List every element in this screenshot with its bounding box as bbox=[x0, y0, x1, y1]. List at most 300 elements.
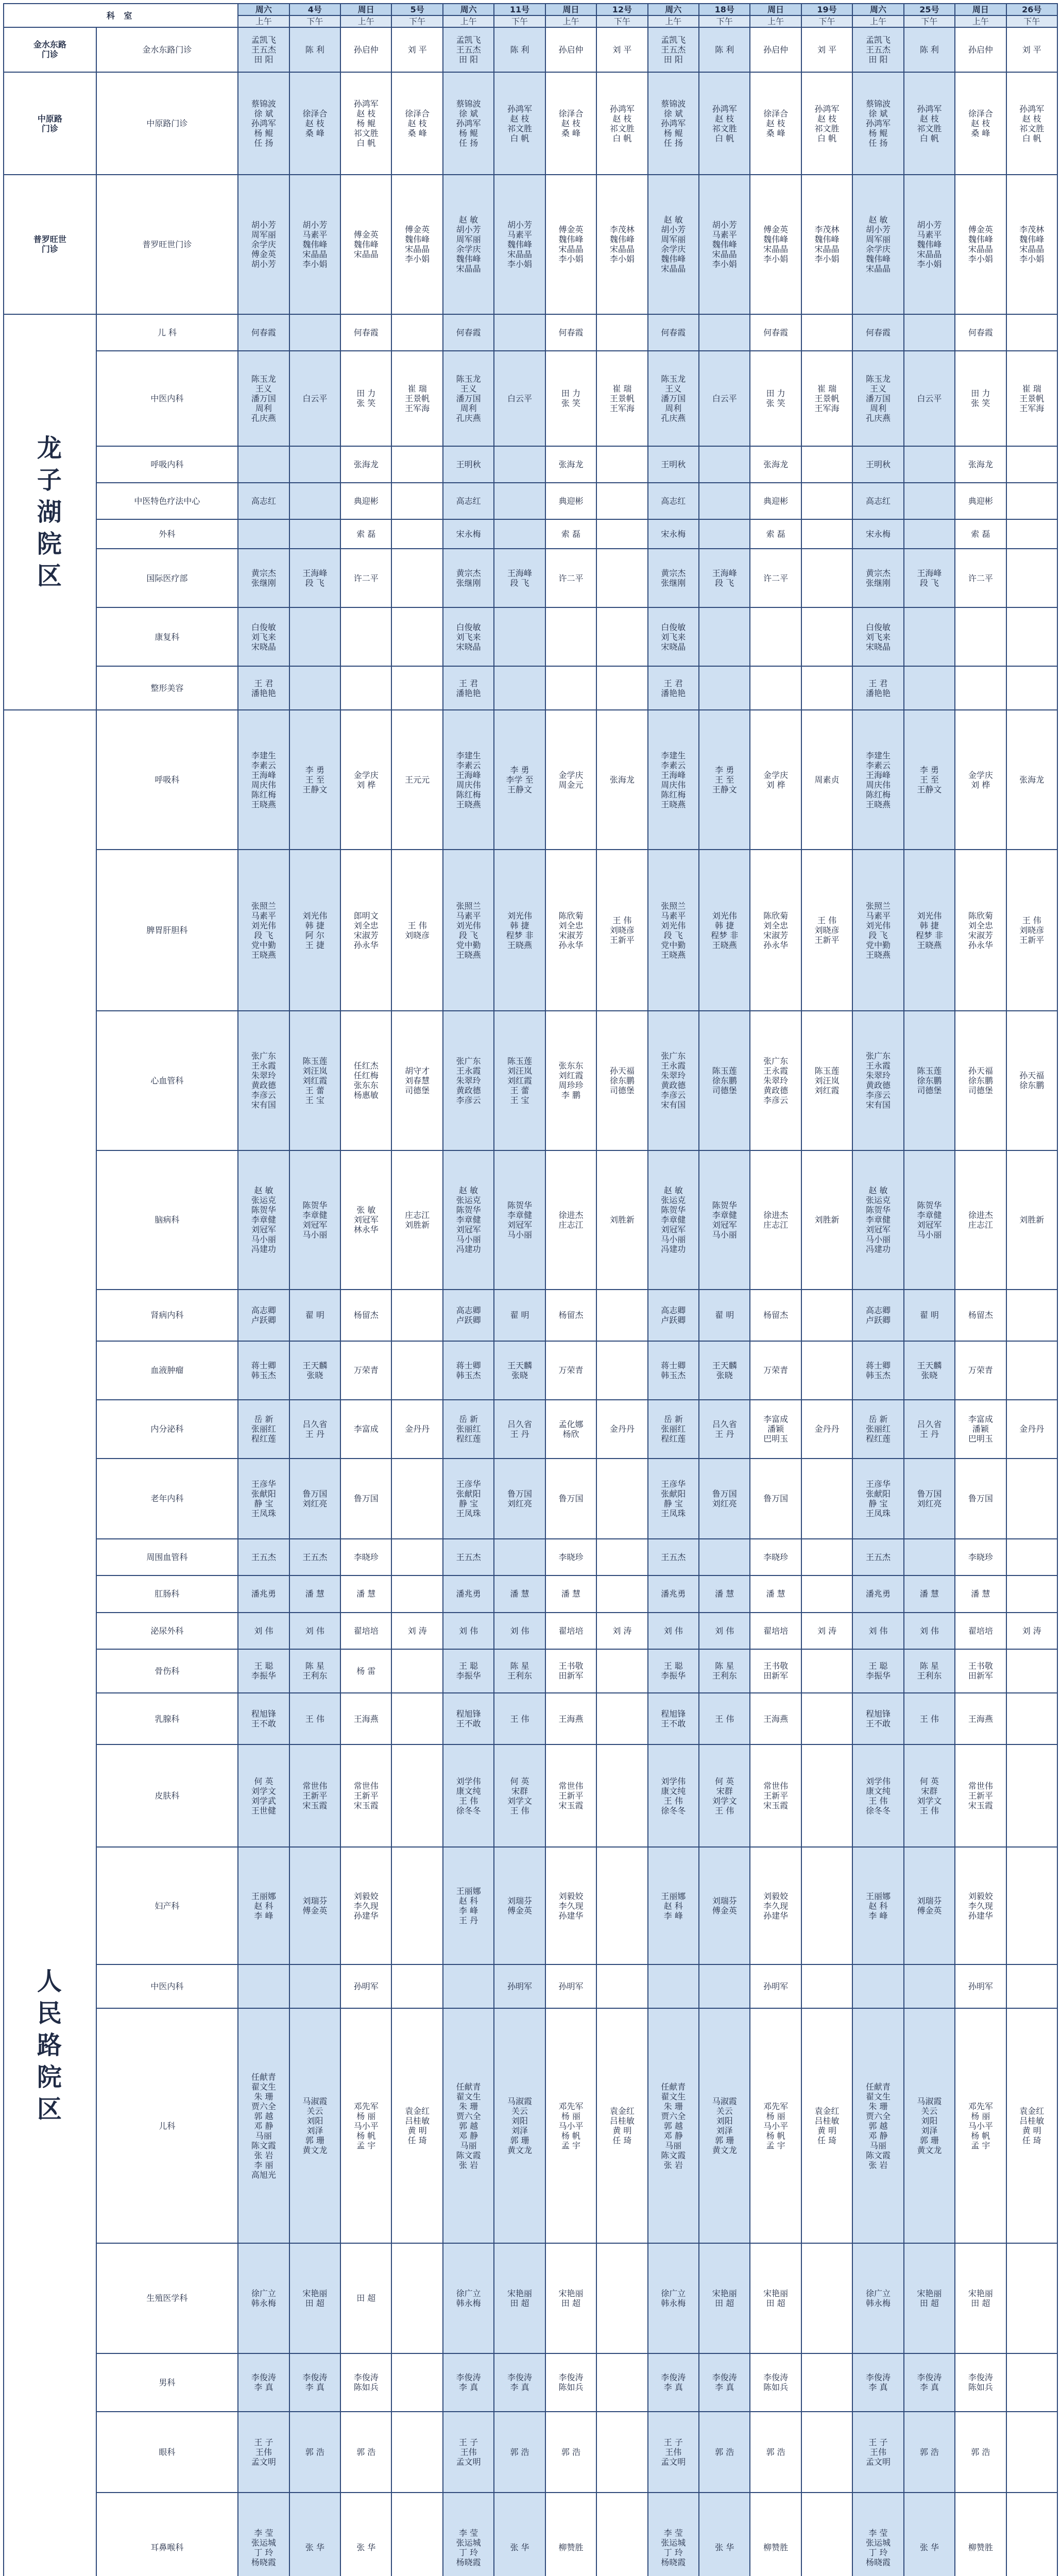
doctor-slot-cell bbox=[699, 519, 750, 549]
doctor-slot-cell bbox=[1006, 483, 1057, 519]
doctor-slot-cell: 李俊涛 陈如兵 bbox=[545, 2353, 596, 2412]
doctor-slot-cell: 张海龙 bbox=[340, 446, 391, 483]
doctor-slot-cell: 王 伟 刘晓彦 bbox=[391, 850, 442, 1011]
doctor-slot-cell bbox=[1006, 1290, 1057, 1341]
doctor-slot-cell: 胡小芳 周军丽 余学庆 傅金英 胡小芳 bbox=[238, 175, 289, 314]
doctor-slot-cell: 高志卿 卢跃卿 bbox=[852, 1290, 903, 1341]
doctor-slot-cell bbox=[1006, 1341, 1057, 1400]
header-morning: 上午 bbox=[648, 15, 699, 27]
doctor-slot-cell: 邓先军 杨 丽 马小平 杨 帆 孟 宇 bbox=[545, 2008, 596, 2243]
doctor-slot-cell: 刘瑞芬 傅金英 bbox=[904, 1847, 955, 1964]
doctor-slot-cell bbox=[391, 1575, 442, 1612]
doctor-slot-cell bbox=[1006, 314, 1057, 351]
department-label: 眼科 bbox=[96, 2412, 238, 2493]
doctor-slot-cell: 王海峰 段 飞 bbox=[699, 549, 750, 607]
doctor-slot-cell: 徐广立 韩永梅 bbox=[852, 2243, 903, 2353]
doctor-slot-cell: 刘毅姣 李久现 孙建华 bbox=[340, 1847, 391, 1964]
doctor-slot-cell: 刘光伟 韩 捷 程梦 非 王晓燕 bbox=[494, 850, 545, 1011]
doctor-slot-cell bbox=[391, 1847, 442, 1964]
header-date: 5号 bbox=[391, 4, 442, 15]
doctor-slot-cell: 徐广立 韩永梅 bbox=[443, 2243, 494, 2353]
doctor-slot-cell: 王海峰 段 飞 bbox=[494, 549, 545, 607]
doctor-slot-cell: 刘 平 bbox=[391, 27, 442, 72]
doctor-slot-cell bbox=[750, 666, 801, 710]
table-row bbox=[4, 483, 1057, 519]
doctor-slot-cell bbox=[596, 1964, 647, 2008]
doctor-slot-cell: 黄宗杰 张继刚 bbox=[852, 549, 903, 607]
doctor-slot-cell: 庄志江 刘胜新 bbox=[391, 1150, 442, 1290]
table-row bbox=[4, 27, 1057, 72]
doctor-slot-cell: 潘兆勇 bbox=[443, 1575, 494, 1612]
doctor-slot-cell: 白俊敏 刘飞来 宋晓晶 bbox=[238, 607, 289, 666]
doctor-slot-cell: 徐进杰 庄志江 bbox=[955, 1150, 1006, 1290]
header-morning: 上午 bbox=[238, 15, 289, 27]
header-days-row bbox=[4, 4, 1057, 15]
doctor-slot-cell bbox=[1006, 1964, 1057, 2008]
doctor-slot-cell bbox=[340, 666, 391, 710]
doctor-slot-cell: 潘 慧 bbox=[289, 1575, 340, 1612]
doctor-slot-cell: 鲁万国 刘红亮 bbox=[494, 1459, 545, 1539]
doctor-slot-cell: 王 伟 刘晓彦 王新平 bbox=[801, 850, 852, 1011]
doctor-slot-cell: 刘毅姣 李久现 孙建华 bbox=[545, 1847, 596, 1964]
department-label: 普罗旺世门诊 bbox=[96, 175, 238, 314]
doctor-slot-cell bbox=[596, 1744, 647, 1847]
doctor-slot-cell: 刘光伟 韩 捷 程梦 非 王晓燕 bbox=[904, 850, 955, 1011]
doctor-slot-cell: 陈 星 王利东 bbox=[494, 1649, 545, 1693]
doctor-slot-cell: 蔡锦波 徐 斌 孙鸿军 杨 鲲 任 扬 bbox=[648, 72, 699, 175]
doctor-slot-cell: 何 英 宋群 刘学文 王 伟 bbox=[904, 1744, 955, 1847]
doctor-slot-cell: 柳赞胜 bbox=[750, 2493, 801, 2576]
doctor-slot-cell: 陈玉龙 王义 潘万国 周利 孔庆燕 bbox=[443, 351, 494, 446]
doctor-slot-cell bbox=[391, 2243, 442, 2353]
doctor-slot-cell: 王 君 潘艳艳 bbox=[443, 666, 494, 710]
doctor-slot-cell: 高志卿 卢跃卿 bbox=[648, 1290, 699, 1341]
doctor-slot-cell: 蒋士卿 韩玉杰 bbox=[443, 1341, 494, 1400]
doctor-slot-cell: 常世伟 王新平 宋玉霞 bbox=[955, 1744, 1006, 1847]
doctor-slot-cell: 孙鸿军 赵 枝 祁文胜 白 帆 bbox=[596, 72, 647, 175]
doctor-slot-cell: 孙明军 bbox=[750, 1964, 801, 2008]
doctor-slot-cell bbox=[801, 549, 852, 607]
doctor-slot-cell: 张照兰 马素平 刘光伟 段 飞 党中勤 王晓燕 bbox=[648, 850, 699, 1011]
header-date: 4号 bbox=[289, 4, 340, 15]
doctor-slot-cell: 柳赞胜 bbox=[955, 2493, 1006, 2576]
doctor-slot-cell: 徐泽合 赵 枝 桑 峰 bbox=[955, 72, 1006, 175]
doctor-slot-cell: 张广东 王永霞 朱翠玲 黄政德 李彦云 宋有国 bbox=[648, 1011, 699, 1150]
doctor-slot-cell bbox=[1006, 2493, 1057, 2576]
doctor-slot-cell bbox=[801, 1693, 852, 1744]
doctor-slot-cell: 程旭锋 王不敢 bbox=[852, 1693, 903, 1744]
doctor-slot-cell bbox=[699, 607, 750, 666]
doctor-slot-cell: 张东东 刘红霞 周珍珍 李 鹏 bbox=[545, 1011, 596, 1150]
doctor-slot-cell bbox=[596, 1539, 647, 1575]
doctor-slot-cell: 张广东 王永霞 朱翠玲 黄政德 李彦云 bbox=[443, 1011, 494, 1150]
doctor-slot-cell: 杨留杰 bbox=[545, 1290, 596, 1341]
doctor-slot-cell bbox=[801, 607, 852, 666]
doctor-slot-cell bbox=[750, 607, 801, 666]
doctor-slot-cell: 王 子 王伟 孟文明 bbox=[648, 2412, 699, 2493]
header-weekday: 周日 bbox=[955, 4, 1006, 15]
doctor-slot-cell bbox=[596, 446, 647, 483]
doctor-slot-cell bbox=[1006, 1459, 1057, 1539]
doctor-slot-cell bbox=[801, 1964, 852, 2008]
doctor-slot-cell: 蔡锦波 徐 斌 孙鸿军 杨 鲲 任 扬 bbox=[238, 72, 289, 175]
doctor-slot-cell bbox=[494, 607, 545, 666]
doctor-slot-cell: 王海燕 bbox=[750, 1693, 801, 1744]
campus-label: 普罗旺世 门诊 bbox=[4, 175, 96, 314]
doctor-slot-cell: 任献青 翟文生 朱 珊 贾六全 郭 越 邓 静 马丽 陈文霞 张 岩 bbox=[852, 2008, 903, 2243]
doctor-slot-cell: 吕久省 王 丹 bbox=[494, 1400, 545, 1459]
header-afternoon: 下午 bbox=[801, 15, 852, 27]
doctor-slot-cell: 赵 敏 胡小芳 周军丽 余学庆 魏伟峰 宋晶晶 bbox=[443, 175, 494, 314]
doctor-slot-cell bbox=[391, 2412, 442, 2493]
doctor-slot-cell: 高志红 bbox=[852, 483, 903, 519]
doctor-slot-cell: 陈贺华 李章健 刘冠军 马小丽 bbox=[289, 1150, 340, 1290]
doctor-slot-cell: 白俊敏 刘飞来 宋晓晶 bbox=[648, 607, 699, 666]
doctor-slot-cell: 崔 瑞 王景帆 王军海 bbox=[596, 351, 647, 446]
doctor-slot-cell: 赵 敏 胡小芳 周军丽 余学庆 魏伟峰 宋晶晶 bbox=[648, 175, 699, 314]
doctor-slot-cell bbox=[238, 519, 289, 549]
doctor-slot-cell: 马淑霞 关云 刘阳 刘泽 郭 珊 黄文龙 bbox=[289, 2008, 340, 2243]
header-morning: 上午 bbox=[340, 15, 391, 27]
header-weekday: 周日 bbox=[750, 4, 801, 15]
doctor-slot-cell: 赵 敏 胡小芳 周军丽 余学庆 魏伟峰 宋晶晶 bbox=[852, 175, 903, 314]
doctor-slot-cell: 李俊涛 李 真 bbox=[852, 2353, 903, 2412]
doctor-slot-cell: 王 君 潘艳艳 bbox=[648, 666, 699, 710]
doctor-slot-cell: 金学庆 刘 桦 bbox=[750, 710, 801, 850]
doctor-slot-cell: 李 勇 王 至 王静文 bbox=[699, 710, 750, 850]
doctor-slot-cell: 蔡锦波 徐 斌 孙鸿军 杨 鲲 任 扬 bbox=[443, 72, 494, 175]
doctor-slot-cell bbox=[545, 666, 596, 710]
doctor-slot-cell: 刘 伟 bbox=[904, 1613, 955, 1649]
doctor-slot-cell: 胡小芳 马素平 魏伟峰 宋晶晶 李小娟 bbox=[904, 175, 955, 314]
doctor-slot-cell: 刘胜新 bbox=[801, 1150, 852, 1290]
department-label: 中医内科 bbox=[96, 1964, 238, 2008]
header-date: 11号 bbox=[494, 4, 545, 15]
doctor-slot-cell: 李茂林 魏伟峰 宋晶晶 李小娟 bbox=[1006, 175, 1057, 314]
doctor-slot-cell bbox=[801, 1341, 852, 1400]
doctor-slot-cell bbox=[391, 1693, 442, 1744]
header-morning: 上午 bbox=[852, 15, 903, 27]
doctor-slot-cell bbox=[801, 314, 852, 351]
header-date: 19号 bbox=[801, 4, 852, 15]
department-label: 外科 bbox=[96, 519, 238, 549]
doctor-slot-cell bbox=[904, 1539, 955, 1575]
doctor-slot-cell: 金丹丹 bbox=[596, 1400, 647, 1459]
doctor-slot-cell: 张海龙 bbox=[1006, 710, 1057, 850]
doctor-slot-cell: 程旭锋 王不敢 bbox=[443, 1693, 494, 1744]
doctor-slot-cell: 常世伟 王新平 宋玉霞 bbox=[545, 1744, 596, 1847]
doctor-slot-cell: 田 力 张 笑 bbox=[340, 351, 391, 446]
doctor-slot-cell: 张海龙 bbox=[596, 710, 647, 850]
department-label: 金水东路门诊 bbox=[96, 27, 238, 72]
doctor-slot-cell: 李俊涛 陈如兵 bbox=[340, 2353, 391, 2412]
doctor-slot-cell: 李 勇 王 至 王静文 bbox=[904, 710, 955, 850]
doctor-slot-cell bbox=[596, 2353, 647, 2412]
doctor-slot-cell: 王 子 王伟 孟文明 bbox=[443, 2412, 494, 2493]
table-row bbox=[4, 2412, 1057, 2493]
department-label: 骨伤科 bbox=[96, 1649, 238, 1693]
doctor-slot-cell: 邓先军 杨 丽 马小平 杨 帆 孟 宇 bbox=[750, 2008, 801, 2243]
doctor-slot-cell bbox=[904, 607, 955, 666]
department-label: 呼吸科 bbox=[96, 710, 238, 850]
doctor-slot-cell: 袁金红 吕桂敏 黄 明 任 琦 bbox=[801, 2008, 852, 2243]
doctor-slot-cell: 许二平 bbox=[545, 549, 596, 607]
doctor-slot-cell: 张 华 bbox=[494, 2493, 545, 2576]
doctor-slot-cell: 何春霞 bbox=[852, 314, 903, 351]
header-afternoon: 下午 bbox=[1006, 15, 1057, 27]
doctor-slot-cell: 刘 涛 bbox=[801, 1613, 852, 1649]
doctor-slot-cell: 王 聪 李振华 bbox=[648, 1649, 699, 1693]
doctor-slot-cell: 翟 明 bbox=[289, 1290, 340, 1341]
doctor-slot-cell: 常世伟 王新平 宋玉霞 bbox=[750, 1744, 801, 1847]
doctor-slot-cell: 傅金英 魏伟峰 宋晶晶 bbox=[340, 175, 391, 314]
doctor-slot-cell: 宋永梅 bbox=[852, 519, 903, 549]
doctor-slot-cell: 张 敏 刘冠军 林永华 bbox=[340, 1150, 391, 1290]
doctor-slot-cell: 李俊涛 李 真 bbox=[443, 2353, 494, 2412]
doctor-slot-cell: 李晓珍 bbox=[750, 1539, 801, 1575]
department-label: 整形美容 bbox=[96, 666, 238, 710]
doctor-slot-cell: 刘 涛 bbox=[596, 1613, 647, 1649]
campus-label: 金水东路 门诊 bbox=[4, 27, 96, 72]
doctor-slot-cell bbox=[596, 1341, 647, 1400]
doctor-slot-cell: 王 子 王伟 孟文明 bbox=[852, 2412, 903, 2493]
doctor-slot-cell bbox=[904, 446, 955, 483]
department-label: 国际医疗部 bbox=[96, 549, 238, 607]
doctor-slot-cell: 王海燕 bbox=[340, 1693, 391, 1744]
doctor-slot-cell: 鲁万国 刘红亮 bbox=[699, 1459, 750, 1539]
doctor-slot-cell: 任献青 翟文生 朱 珊 贾六全 郭 越 邓 静 马丽 陈文霞 张 岩 bbox=[648, 2008, 699, 2243]
doctor-slot-cell: 孙鸿军 赵 枝 祁文胜 白 帆 bbox=[904, 72, 955, 175]
doctor-slot-cell: 何春霞 bbox=[238, 314, 289, 351]
header-morning: 上午 bbox=[750, 15, 801, 27]
doctor-slot-cell bbox=[596, 1847, 647, 1964]
doctor-slot-cell bbox=[391, 446, 442, 483]
doctor-slot-cell: 孙明军 bbox=[545, 1964, 596, 2008]
doctor-slot-cell: 白云平 bbox=[494, 351, 545, 446]
doctor-slot-cell: 郭 浩 bbox=[699, 2412, 750, 2493]
doctor-slot-cell: 陈玉龙 王义 潘万国 周利 孔庆燕 bbox=[852, 351, 903, 446]
header-weekday: 周六 bbox=[648, 4, 699, 15]
doctor-slot-cell: 张 华 bbox=[904, 2493, 955, 2576]
doctor-slot-cell: 宋艳丽 田 超 bbox=[699, 2243, 750, 2353]
doctor-slot-cell: 张广东 王永霞 朱翠玲 黄政德 李彦云 bbox=[750, 1011, 801, 1150]
doctor-slot-cell: 王明秋 bbox=[443, 446, 494, 483]
doctor-slot-cell: 鲁万国 刘红亮 bbox=[289, 1459, 340, 1539]
doctor-slot-cell: 王天麟 张晓 bbox=[289, 1341, 340, 1400]
department-label: 中医内科 bbox=[96, 351, 238, 446]
doctor-slot-cell: 刘胜新 bbox=[596, 1150, 647, 1290]
doctor-slot-cell: 孙鸿军 赵 枝 祁文胜 白 帆 bbox=[801, 72, 852, 175]
doctor-slot-cell bbox=[904, 519, 955, 549]
doctor-slot-cell: 白云平 bbox=[289, 351, 340, 446]
doctor-slot-cell bbox=[596, 1649, 647, 1693]
doctor-slot-cell: 张 华 bbox=[340, 2493, 391, 2576]
doctor-slot-cell bbox=[852, 1964, 903, 2008]
doctor-slot-cell bbox=[1006, 1649, 1057, 1693]
doctor-slot-cell: 翟培培 bbox=[340, 1613, 391, 1649]
doctor-slot-cell bbox=[904, 314, 955, 351]
doctor-slot-cell: 王丽娜 赵 科 李 峰 bbox=[238, 1847, 289, 1964]
doctor-slot-cell: 崔 瑞 王景帆 王军海 bbox=[391, 351, 442, 446]
table-row bbox=[4, 607, 1057, 666]
doctor-slot-cell: 刘 伟 bbox=[289, 1613, 340, 1649]
doctor-slot-cell: 李俊涛 李 真 bbox=[904, 2353, 955, 2412]
doctor-slot-cell: 潘 慧 bbox=[494, 1575, 545, 1612]
doctor-slot-cell bbox=[1006, 2353, 1057, 2412]
doctor-slot-cell: 胡守才 刘春慧 司德堡 bbox=[391, 1011, 442, 1150]
doctor-slot-cell: 岳 新 张丽红 程红莲 bbox=[648, 1400, 699, 1459]
doctor-slot-cell bbox=[596, 666, 647, 710]
doctor-slot-cell bbox=[1006, 1847, 1057, 1964]
doctor-slot-cell: 王明秋 bbox=[852, 446, 903, 483]
doctor-slot-cell bbox=[596, 2243, 647, 2353]
doctor-slot-cell: 宋艳丽 田 超 bbox=[545, 2243, 596, 2353]
doctor-slot-cell: 王书敬 田新军 bbox=[750, 1649, 801, 1693]
department-label: 肾病内科 bbox=[96, 1290, 238, 1341]
doctor-slot-cell: 王海峰 段 飞 bbox=[289, 549, 340, 607]
doctor-slot-cell: 李俊涛 陈如兵 bbox=[955, 2353, 1006, 2412]
doctor-slot-cell: 王五杰 bbox=[648, 1539, 699, 1575]
department-label: 脑病科 bbox=[96, 1150, 238, 1290]
doctor-slot-cell bbox=[801, 1847, 852, 1964]
doctor-slot-cell bbox=[1006, 1744, 1057, 1847]
table-row bbox=[4, 710, 1057, 850]
doctor-slot-cell bbox=[545, 607, 596, 666]
doctor-slot-cell bbox=[596, 1693, 647, 1744]
doctor-slot-cell: 陈 星 王利东 bbox=[904, 1649, 955, 1693]
doctor-slot-cell: 潘 慧 bbox=[750, 1575, 801, 1612]
doctor-slot-cell: 王 伟 bbox=[494, 1693, 545, 1744]
doctor-slot-cell bbox=[289, 446, 340, 483]
doctor-slot-cell: 李茂林 魏伟峰 宋晶晶 李小娟 bbox=[801, 175, 852, 314]
doctor-slot-cell: 鲁万国 bbox=[955, 1459, 1006, 1539]
doctor-slot-cell: 万荣青 bbox=[340, 1341, 391, 1400]
doctor-slot-cell: 王元元 bbox=[391, 710, 442, 850]
doctor-slot-cell: 胡小芳 马素平 魏伟峰 宋晶晶 李小娟 bbox=[699, 175, 750, 314]
doctor-slot-cell: 陈玉莲 徐东鹏 司德堡 bbox=[904, 1011, 955, 1150]
doctor-slot-cell: 王 伟 刘晓彦 王新平 bbox=[1006, 850, 1057, 1011]
doctor-slot-cell bbox=[289, 666, 340, 710]
doctor-slot-cell: 刘学伟 康文纯 王 伟 徐冬冬 bbox=[648, 1744, 699, 1847]
doctor-slot-cell: 田 力 张 笑 bbox=[545, 351, 596, 446]
doctor-slot-cell bbox=[904, 483, 955, 519]
doctor-slot-cell: 徐广立 韩永梅 bbox=[238, 2243, 289, 2353]
doctor-slot-cell: 李建生 李素云 王海峰 周庆伟 陈红梅 王晓燕 bbox=[443, 710, 494, 850]
doctor-slot-cell: 李俊涛 李 真 bbox=[289, 2353, 340, 2412]
doctor-slot-cell bbox=[1006, 607, 1057, 666]
doctor-slot-cell: 刘瑞芬 傅金英 bbox=[494, 1847, 545, 1964]
doctor-slot-cell: 袁金红 吕桂敏 黄 明 任 琦 bbox=[596, 2008, 647, 2243]
doctor-slot-cell bbox=[596, 314, 647, 351]
doctor-slot-cell bbox=[391, 1539, 442, 1575]
doctor-slot-cell: 张 华 bbox=[699, 2493, 750, 2576]
table-row bbox=[4, 446, 1057, 483]
dept-column-header: 科 室 bbox=[4, 4, 238, 27]
doctor-slot-cell: 万荣青 bbox=[955, 1341, 1006, 1400]
doctor-slot-cell bbox=[955, 607, 1006, 666]
doctor-slot-cell: 孙鸿军 赵 枝 祁文胜 白 帆 bbox=[699, 72, 750, 175]
doctor-slot-cell: 徐广立 韩永梅 bbox=[648, 2243, 699, 2353]
doctor-slot-cell: 李 勇 李学 至 王静文 bbox=[494, 710, 545, 850]
doctor-slot-cell: 孟凯飞 王五杰 田 阳 bbox=[648, 27, 699, 72]
header-afternoon: 下午 bbox=[289, 15, 340, 27]
doctor-slot-cell: 王丽娜 赵 科 李 峰 bbox=[852, 1847, 903, 1964]
doctor-slot-cell: 王海燕 bbox=[545, 1693, 596, 1744]
doctor-slot-cell: 孟凯飞 王五杰 田 阳 bbox=[443, 27, 494, 72]
doctor-slot-cell: 宋艳丽 田 超 bbox=[750, 2243, 801, 2353]
department-label: 康复科 bbox=[96, 607, 238, 666]
doctor-slot-cell: 黄宗杰 张继刚 bbox=[238, 549, 289, 607]
doctor-slot-cell: 刘 伟 bbox=[852, 1613, 903, 1649]
doctor-slot-cell bbox=[391, 607, 442, 666]
doctor-slot-cell: 王天麟 张晓 bbox=[904, 1341, 955, 1400]
doctor-slot-cell: 鲁万国 刘红亮 bbox=[904, 1459, 955, 1539]
doctor-slot-cell bbox=[801, 1575, 852, 1612]
doctor-slot-cell: 张广东 王永霞 朱翠玲 黄政德 李彦云 宋有国 bbox=[238, 1011, 289, 1150]
doctor-slot-cell bbox=[391, 666, 442, 710]
doctor-slot-cell: 金学庆 周金元 bbox=[545, 710, 596, 850]
table-row bbox=[4, 1539, 1057, 1575]
department-label: 生殖医学科 bbox=[96, 2243, 238, 2353]
doctor-slot-cell: 李富成 潘颖 巴明玉 bbox=[955, 1400, 1006, 1459]
department-label: 儿科 bbox=[96, 2008, 238, 2243]
doctor-slot-cell bbox=[238, 446, 289, 483]
doctor-slot-cell bbox=[391, 2493, 442, 2576]
doctor-slot-cell: 刘 涛 bbox=[391, 1613, 442, 1649]
table-row bbox=[4, 1847, 1057, 1964]
doctor-slot-cell bbox=[1006, 549, 1057, 607]
doctor-slot-cell: 张照兰 马素平 刘光伟 段 飞 党中勤 王晓燕 bbox=[443, 850, 494, 1011]
doctor-slot-cell bbox=[1006, 519, 1057, 549]
doctor-slot-cell: 田 力 张 笑 bbox=[750, 351, 801, 446]
doctor-slot-cell: 陈贺华 李章健 刘冠军 马小丽 bbox=[494, 1150, 545, 1290]
doctor-slot-cell: 王海燕 bbox=[955, 1693, 1006, 1744]
doctor-slot-cell: 张 华 bbox=[289, 2493, 340, 2576]
department-label: 心血管科 bbox=[96, 1011, 238, 1150]
doctor-slot-cell bbox=[494, 483, 545, 519]
doctor-slot-cell bbox=[801, 1539, 852, 1575]
doctor-slot-cell: 傅金英 魏伟峰 宋晶晶 李小娟 bbox=[955, 175, 1006, 314]
doctor-slot-cell: 蒋士卿 韩玉杰 bbox=[648, 1341, 699, 1400]
doctor-slot-cell: 李 莹 张运城 丁 玲 杨晓霞 bbox=[648, 2493, 699, 2576]
doctor-slot-cell bbox=[801, 1744, 852, 1847]
doctor-slot-cell: 孟凯飞 王五杰 田 阳 bbox=[238, 27, 289, 72]
doctor-slot-cell: 吕久省 王 丹 bbox=[904, 1400, 955, 1459]
doctor-slot-cell: 陈玉龙 王义 潘万国 周利 孔庆燕 bbox=[648, 351, 699, 446]
department-label: 皮肤科 bbox=[96, 1744, 238, 1847]
department-label: 老年内科 bbox=[96, 1459, 238, 1539]
doctor-slot-cell: 崔 瑞 王景帆 王军海 bbox=[801, 351, 852, 446]
doctor-slot-cell: 徐泽合 赵 枝 桑 峰 bbox=[545, 72, 596, 175]
doctor-slot-cell bbox=[391, 1964, 442, 2008]
doctor-slot-cell bbox=[340, 607, 391, 666]
doctor-slot-cell: 陈 利 bbox=[494, 27, 545, 72]
table-row bbox=[4, 1575, 1057, 1612]
table-row bbox=[4, 72, 1057, 175]
doctor-slot-cell: 吕久省 王 丹 bbox=[699, 1400, 750, 1459]
doctor-slot-cell: 宋永梅 bbox=[443, 519, 494, 549]
doctor-slot-cell: 程旭锋 王不敢 bbox=[648, 1693, 699, 1744]
doctor-slot-cell: 李晓珍 bbox=[545, 1539, 596, 1575]
doctor-slot-cell: 王丽娜 赵 科 李 峰 bbox=[648, 1847, 699, 1964]
doctor-slot-cell bbox=[699, 1964, 750, 2008]
table-row bbox=[4, 1290, 1057, 1341]
doctor-slot-cell bbox=[494, 314, 545, 351]
doctor-slot-cell: 张海龙 bbox=[750, 446, 801, 483]
doctor-slot-cell: 黄宗杰 张继刚 bbox=[443, 549, 494, 607]
header-morning: 上午 bbox=[545, 15, 596, 27]
doctor-slot-cell: 潘 慧 bbox=[545, 1575, 596, 1612]
